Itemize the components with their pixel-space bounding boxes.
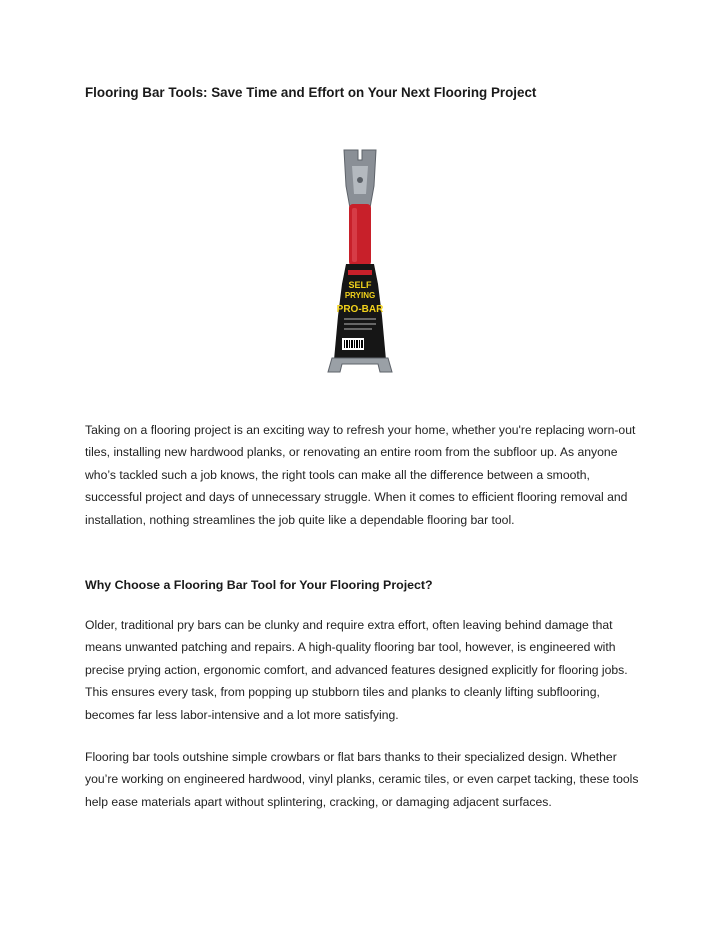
package-line-2: PRYING [344, 291, 376, 300]
section-heading: Why Choose a Flooring Bar Tool for Your Flooring Project? [85, 578, 433, 592]
body-paragraph-3: Flooring bar tools outshine simple crowbars or flat bars thanks to their specialized design. Whether you’re working on engineered hardwood, vinyl planks, ceramic tiles, or even carpet tacking, these tools help ease materials apart without splintering, cracking, or damaging adjacent surfaces. [85, 750, 639, 809]
package-line-3: PRO-BAR [336, 304, 384, 315]
package-line-1: SELF [348, 280, 372, 290]
article-title: Flooring Bar Tools: Save Time and Effort on Your Next Flooring Project [85, 85, 537, 100]
pro-bar-product-image [322, 146, 398, 380]
body-paragraph-2: Older, traditional pry bars can be clunky and require extra effort, often leaving behind damage that means unwanted patching and repairs. A high-quality flooring bar tool, however, is engineered with precise prying action, ergonomic comfort, and advanced features designed explicitly for flooring jobs. This ensures every task, from popping up stubborn tiles and planks to cleanly lifting subflooring, becomes far less labor-intensive and a lot more satisfying. [85, 618, 628, 722]
intro-paragraph: Taking on a flooring project is an exciting way to refresh your home, whether you're replacing worn-out tiles, installing new hardwood planks, or renovating an entire room from the subfloor up. As anyone who’s tackled such a job knows, the right tools can make all the difference between a smooth, successful project and days of unnecessary struggle. When it comes to efficient flooring removal and installation, nothing streamlines the job quite like a dependable flooring bar tool. [85, 423, 636, 527]
pry-bar-illustration [322, 146, 398, 380]
